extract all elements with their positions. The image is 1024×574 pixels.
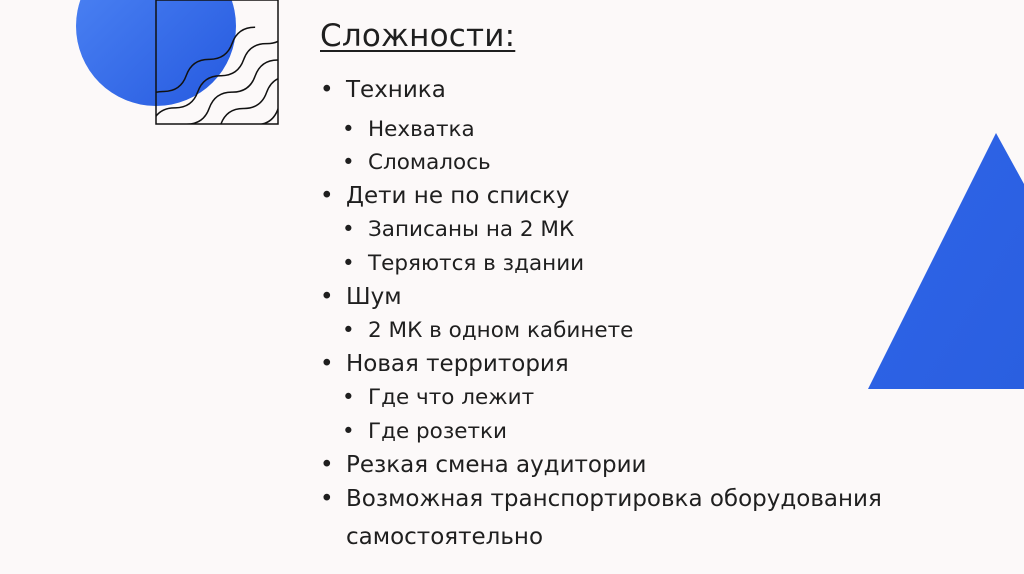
- list-item: • Техника: [320, 74, 980, 108]
- list-item: • Шум: [320, 281, 980, 315]
- difficulties-list: [320, 74, 980, 556]
- list-item: • Возможная транспортировка оборудования самостоятельно: [320, 480, 986, 556]
- list-item: • Дети не по списку: [320, 180, 980, 214]
- list-item: • Резкая смена аудитории: [320, 449, 980, 483]
- list-item: • Новая территория: [320, 348, 980, 382]
- list-item: • Нехватка: [342, 113, 980, 147]
- list-item: • Теряются в здании: [342, 247, 980, 281]
- list-item: • Записаны на 2 МК: [342, 213, 980, 247]
- list-item: • Сломалось: [342, 146, 980, 180]
- slide-title: Сложности:: [320, 18, 516, 54]
- list-item: • Где что лежит: [342, 381, 980, 415]
- list-item: • 2 МК в одном кабинете: [342, 314, 980, 348]
- list-item: • Где розетки: [342, 415, 980, 449]
